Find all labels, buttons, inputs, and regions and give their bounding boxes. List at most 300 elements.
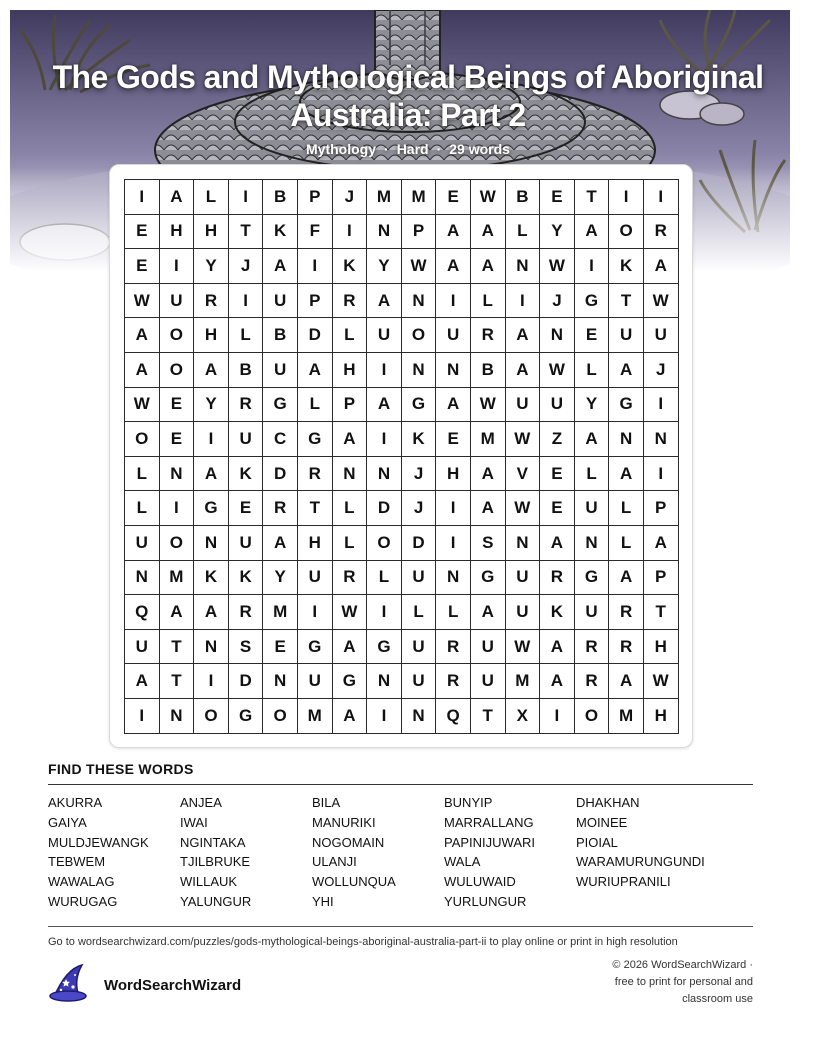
grid-cell: W <box>505 491 540 526</box>
grid-cell: A <box>125 664 160 699</box>
grid-cell: A <box>470 595 505 630</box>
grid-cell: H <box>332 352 367 387</box>
grid-cell: U <box>263 283 298 318</box>
grid-cell: S <box>228 629 263 664</box>
copyright-line: © 2026 WordSearchWizard · <box>612 959 753 971</box>
grid-cell: I <box>367 422 402 457</box>
grid-cell: N <box>436 560 471 595</box>
grid-cell: Y <box>263 560 298 595</box>
grid-cell: D <box>263 456 298 491</box>
grid-cell: D <box>297 318 332 353</box>
word-count-label: 29 words <box>449 141 510 157</box>
grid-cell: D <box>367 491 402 526</box>
grid-cell: A <box>574 422 609 457</box>
grid-cell: R <box>436 629 471 664</box>
grid-cell: U <box>436 318 471 353</box>
grid-cell: I <box>436 525 471 560</box>
grid-row <box>125 456 679 491</box>
grid-cell: L <box>609 491 644 526</box>
grid-cell: U <box>470 629 505 664</box>
grid-cell: J <box>228 249 263 284</box>
word-item: MOINEE <box>576 814 628 830</box>
grid-cell: R <box>609 595 644 630</box>
grid-row <box>125 180 679 215</box>
grid-cell: A <box>263 525 298 560</box>
grid-cell: U <box>159 283 194 318</box>
grid-cell: K <box>540 595 575 630</box>
grid-cell: R <box>470 318 505 353</box>
grid-cell: U <box>401 629 436 664</box>
grid-cell: L <box>332 318 367 353</box>
word-item: NOGOMAIN <box>312 834 385 850</box>
grid-cell: U <box>540 387 575 422</box>
grid-cell: T <box>159 664 194 699</box>
grid-cell: R <box>194 283 229 318</box>
grid-cell: L <box>332 525 367 560</box>
grid-cell: D <box>228 664 263 699</box>
grid-cell: A <box>263 249 298 284</box>
grid-cell: L <box>574 456 609 491</box>
grid-cell: L <box>505 214 540 249</box>
grid-cell: I <box>297 595 332 630</box>
grid-cell: I <box>643 180 678 215</box>
grid-cell: W <box>125 283 160 318</box>
grid-cell: A <box>505 318 540 353</box>
grid-cell: N <box>436 352 471 387</box>
grid-cell: I <box>228 283 263 318</box>
grid-cell: R <box>228 595 263 630</box>
grid-cell: I <box>159 491 194 526</box>
grid-cell: G <box>263 387 298 422</box>
grid-cell: A <box>332 422 367 457</box>
grid-cell: N <box>367 664 402 699</box>
grid-cell: L <box>609 525 644 560</box>
grid-cell: U <box>125 525 160 560</box>
grid-cell: O <box>367 525 402 560</box>
grid-cell: N <box>401 698 436 733</box>
title-line-2: Australia: Part 2 <box>290 97 526 133</box>
word-item: WURUGAG <box>48 893 118 909</box>
grid-cell: A <box>470 456 505 491</box>
word-item: AKURRA <box>48 795 103 810</box>
grid-cell: N <box>332 456 367 491</box>
grid-cell: O <box>194 698 229 733</box>
grid-cell: G <box>228 698 263 733</box>
grid-cell: A <box>194 595 229 630</box>
grid-cell: L <box>367 560 402 595</box>
grid-row <box>125 214 679 249</box>
word-item: MANURIKI <box>312 814 376 830</box>
grid-cell: L <box>332 491 367 526</box>
grid-cell: W <box>540 249 575 284</box>
grid-cell: O <box>263 698 298 733</box>
grid-cell: W <box>470 180 505 215</box>
grid-cell: G <box>401 387 436 422</box>
grid-cell: I <box>643 387 678 422</box>
grid-cell: P <box>332 387 367 422</box>
grid-cell: I <box>367 595 402 630</box>
grid-cell: A <box>159 595 194 630</box>
grid-cell: B <box>228 352 263 387</box>
grid-cell: I <box>436 283 471 318</box>
grid-cell: A <box>470 214 505 249</box>
grid-row <box>125 698 679 733</box>
grid-cell: I <box>159 249 194 284</box>
grid-cell: I <box>643 456 678 491</box>
grid-cell: N <box>194 525 229 560</box>
grid-cell: A <box>470 249 505 284</box>
grid-cell: N <box>367 214 402 249</box>
grid-cell: I <box>194 664 229 699</box>
grid-cell: E <box>263 629 298 664</box>
grid-cell: Q <box>436 698 471 733</box>
grid-cell: W <box>470 387 505 422</box>
grid-cell: M <box>159 560 194 595</box>
grid-cell: U <box>643 318 678 353</box>
grid-cell: L <box>125 491 160 526</box>
word-item: PAPINIJUWARI <box>444 834 536 850</box>
grid-cell: A <box>574 214 609 249</box>
grid-cell: M <box>297 698 332 733</box>
grid-cell: E <box>540 180 575 215</box>
brand-name: WordSearchWizard <box>104 977 242 994</box>
grid-row <box>125 491 679 526</box>
word-item: YURLUNGUR <box>444 893 527 909</box>
grid-cell: H <box>297 525 332 560</box>
word-item: TEBWEM <box>48 854 106 870</box>
grid-cell: I <box>367 352 402 387</box>
grid-cell: D <box>401 525 436 560</box>
word-item: YALUNGUR <box>180 893 252 909</box>
grid-cell: N <box>125 560 160 595</box>
grid-cell: N <box>505 525 540 560</box>
grid-cell: B <box>505 180 540 215</box>
word-item: WARAMURUNGUNDI <box>576 854 705 870</box>
grid-cell: L <box>228 318 263 353</box>
grid-cell: M <box>470 422 505 457</box>
word-item: DHAKHAN <box>576 795 640 810</box>
grid-cell: R <box>332 283 367 318</box>
word-item: MULDJEWANGK <box>48 834 149 850</box>
grid-row <box>125 387 679 422</box>
grid-cell: I <box>125 698 160 733</box>
grid-row <box>125 352 679 387</box>
grid-cell: E <box>436 422 471 457</box>
grid-cell: W <box>643 664 678 699</box>
grid-cell: W <box>332 595 367 630</box>
grid-cell: S <box>470 525 505 560</box>
grid-cell: E <box>159 422 194 457</box>
copyright-line: classroom use <box>682 993 753 1005</box>
grid-cell: K <box>228 456 263 491</box>
grid-cell: O <box>159 318 194 353</box>
grid-cell: T <box>574 180 609 215</box>
puzzle-title <box>0 58 816 134</box>
grid-row <box>125 629 679 664</box>
grid-cell: U <box>505 560 540 595</box>
grid-cell: B <box>470 352 505 387</box>
grid-cell: L <box>297 387 332 422</box>
grid-cell: G <box>609 387 644 422</box>
word-item: GAIYA <box>48 814 87 830</box>
word-item: BUNYIP <box>444 795 493 810</box>
footer-link-text[interactable]: Go to wordsearchwizard.com/puzzles/gods-mythological-beings-aboriginal-australia-part-ii to play online or print in high resolution <box>48 936 678 948</box>
grid-cell: I <box>297 249 332 284</box>
grid-cell: H <box>643 629 678 664</box>
grid-cell: U <box>505 387 540 422</box>
grid-cell: O <box>159 352 194 387</box>
word-item: MARRALLANG <box>444 814 534 830</box>
grid-cell: J <box>332 180 367 215</box>
grid-cell: N <box>505 249 540 284</box>
category-label: Mythology <box>306 141 377 157</box>
grid-cell: R <box>574 664 609 699</box>
grid-cell: P <box>643 560 678 595</box>
grid-cell: U <box>401 664 436 699</box>
grid-cell: K <box>332 249 367 284</box>
grid-cell: I <box>228 180 263 215</box>
grid-cell: A <box>367 387 402 422</box>
grid-cell: A <box>540 629 575 664</box>
grid-cell: F <box>297 214 332 249</box>
word-item: WALA <box>444 854 481 870</box>
word-item: IWAI <box>180 814 208 830</box>
grid-cell: M <box>367 180 402 215</box>
grid-cell: U <box>263 352 298 387</box>
grid-cell: U <box>228 525 263 560</box>
grid-cell: R <box>609 629 644 664</box>
word-item: WURIUPRANILI <box>576 874 671 890</box>
grid-cell: O <box>125 422 160 457</box>
grid-cell: K <box>263 214 298 249</box>
grid-cell: O <box>574 698 609 733</box>
grid-cell: N <box>574 525 609 560</box>
grid-cell: E <box>436 180 471 215</box>
grid-cell: N <box>263 664 298 699</box>
grid-cell: T <box>609 283 644 318</box>
grid-cell: G <box>332 664 367 699</box>
grid-cell: L <box>574 352 609 387</box>
puzzle-meta <box>0 141 816 157</box>
grid-cell: A <box>609 352 644 387</box>
grid-cell: L <box>470 283 505 318</box>
divider <box>48 784 753 785</box>
grid-cell: I <box>436 491 471 526</box>
grid-cell: G <box>194 491 229 526</box>
grid-cell: E <box>125 249 160 284</box>
grid-cell: I <box>505 283 540 318</box>
grid-cell: A <box>125 352 160 387</box>
grid-cell: P <box>297 283 332 318</box>
grid-cell: N <box>194 629 229 664</box>
meta-separator: · <box>436 141 442 157</box>
grid-cell: J <box>401 456 436 491</box>
grid-cell: L <box>125 456 160 491</box>
word-item: WULUWAID <box>444 874 516 890</box>
grid-cell: E <box>228 491 263 526</box>
grid-cell: E <box>540 491 575 526</box>
grid-cell: R <box>263 491 298 526</box>
word-item: WILLAUK <box>180 874 238 890</box>
grid-cell: A <box>194 456 229 491</box>
grid-cell: N <box>540 318 575 353</box>
grid-cell: N <box>159 698 194 733</box>
grid-cell: W <box>125 387 160 422</box>
grid-cell: N <box>401 283 436 318</box>
grid-cell: E <box>540 456 575 491</box>
word-item: TJILBRUKE <box>180 854 251 870</box>
grid-cell: K <box>401 422 436 457</box>
grid-cell: R <box>228 387 263 422</box>
grid-cell: K <box>609 249 644 284</box>
grid-cell: U <box>367 318 402 353</box>
grid-cell: G <box>297 422 332 457</box>
grid-cell: Y <box>540 214 575 249</box>
grid-cell: I <box>609 180 644 215</box>
grid-cell: N <box>609 422 644 457</box>
word-item: PIOIAL <box>576 834 618 850</box>
word-item: WAWALAG <box>48 874 115 890</box>
grid-cell: L <box>401 595 436 630</box>
word-item: YHI <box>312 893 334 909</box>
grid-cell: W <box>643 283 678 318</box>
grid-cell: M <box>263 595 298 630</box>
title-line-1: The Gods and Mythological Beings of Aboriginal <box>52 59 764 95</box>
grid-cell: U <box>505 595 540 630</box>
grid-cell: P <box>401 214 436 249</box>
letter-grid <box>124 179 679 734</box>
grid-row <box>125 595 679 630</box>
grid-cell: W <box>505 629 540 664</box>
grid-cell: B <box>263 318 298 353</box>
grid-cell: A <box>505 352 540 387</box>
grid-cell: H <box>194 214 229 249</box>
grid-cell: W <box>401 249 436 284</box>
grid-cell: P <box>297 180 332 215</box>
grid-row <box>125 560 679 595</box>
grid-cell: A <box>436 214 471 249</box>
grid-cell: U <box>228 422 263 457</box>
grid-cell: I <box>125 180 160 215</box>
divider <box>48 926 753 927</box>
grid-cell: U <box>125 629 160 664</box>
grid-cell: A <box>194 352 229 387</box>
grid-cell: A <box>540 664 575 699</box>
grid-cell: R <box>540 560 575 595</box>
grid-cell: T <box>470 698 505 733</box>
grid-cell: I <box>540 698 575 733</box>
grid-cell: K <box>194 560 229 595</box>
grid-cell: I <box>332 214 367 249</box>
grid-cell: I <box>367 698 402 733</box>
grid-cell: A <box>609 560 644 595</box>
grid-cell: E <box>125 214 160 249</box>
grid-cell: W <box>505 422 540 457</box>
grid-row <box>125 664 679 699</box>
grid-cell: A <box>436 387 471 422</box>
grid-cell: N <box>159 456 194 491</box>
word-item: NGINTAKA <box>180 834 246 850</box>
grid-cell: T <box>228 214 263 249</box>
grid-cell: J <box>643 352 678 387</box>
grid-cell: M <box>401 180 436 215</box>
grid-cell: T <box>159 629 194 664</box>
grid-cell: P <box>643 491 678 526</box>
word-list <box>48 793 753 912</box>
grid-cell: U <box>297 560 332 595</box>
grid-cell: G <box>297 629 332 664</box>
grid-cell: L <box>436 595 471 630</box>
grid-cell: R <box>436 664 471 699</box>
grid-cell: V <box>505 456 540 491</box>
grid-cell: K <box>228 560 263 595</box>
grid-cell: U <box>297 664 332 699</box>
brand[interactable] <box>48 963 241 1008</box>
grid-cell: A <box>609 456 644 491</box>
grid-row <box>125 318 679 353</box>
grid-cell: T <box>297 491 332 526</box>
grid-cell: A <box>643 249 678 284</box>
grid-cell: U <box>574 595 609 630</box>
word-item: BILA <box>312 795 341 810</box>
grid-cell: Q <box>125 595 160 630</box>
grid-cell: C <box>263 422 298 457</box>
grid-cell: W <box>540 352 575 387</box>
grid-cell: Y <box>367 249 402 284</box>
grid-cell: I <box>574 249 609 284</box>
grid-cell: H <box>436 456 471 491</box>
grid-cell: Y <box>574 387 609 422</box>
grid-cell: R <box>332 560 367 595</box>
grid-cell: O <box>609 214 644 249</box>
grid-cell: G <box>574 560 609 595</box>
grid-cell: B <box>263 180 298 215</box>
grid-cell: Y <box>194 387 229 422</box>
grid-row <box>125 525 679 560</box>
grid-cell: H <box>643 698 678 733</box>
grid-cell: A <box>297 352 332 387</box>
grid-cell: T <box>643 595 678 630</box>
grid-cell: A <box>609 664 644 699</box>
grid-cell: U <box>609 318 644 353</box>
grid-cell: R <box>643 214 678 249</box>
grid-cell: G <box>470 560 505 595</box>
grid-cell: A <box>470 491 505 526</box>
grid-cell: M <box>505 664 540 699</box>
grid-cell: N <box>367 456 402 491</box>
grid-cell: U <box>401 560 436 595</box>
grid-row <box>125 249 679 284</box>
word-item: WOLLUNQUA <box>312 874 396 890</box>
grid-cell: A <box>332 629 367 664</box>
grid-cell: A <box>436 249 471 284</box>
word-item: ANJEA <box>180 795 222 810</box>
difficulty-label: Hard <box>396 141 429 157</box>
grid-cell: J <box>401 491 436 526</box>
grid-cell: J <box>540 283 575 318</box>
copyright-notice <box>553 957 753 1008</box>
grid-cell: M <box>609 698 644 733</box>
grid-cell: Y <box>194 249 229 284</box>
grid-cell: A <box>332 698 367 733</box>
grid-row <box>125 283 679 318</box>
meta-separator: · <box>384 141 389 157</box>
grid-cell: E <box>159 387 194 422</box>
grid-cell: R <box>297 456 332 491</box>
grid-cell: R <box>574 629 609 664</box>
grid-cell: E <box>574 318 609 353</box>
grid-cell: N <box>401 352 436 387</box>
